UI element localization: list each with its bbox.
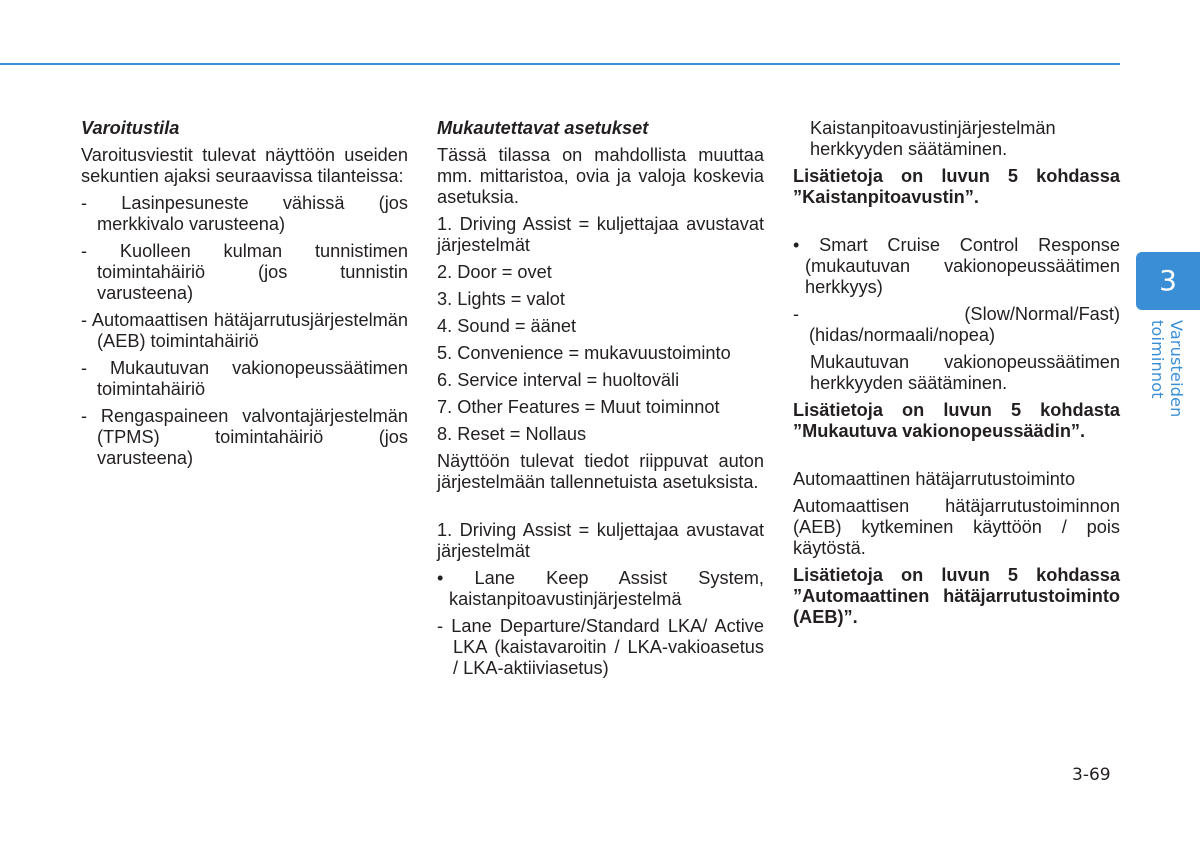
intro-text: Varoitusviestit tulevat näyttöön useiden sekuntien ajaksi seuraavissa tilanteissa: — [81, 145, 408, 186]
note-text: Näyttöön tulevat tiedot riippuvat auton järjestelmään tallennetuista asetuksista. — [437, 451, 764, 492]
section-heading: Varoitustila — [81, 118, 180, 138]
reference-note: Lisätietoja on luvun 5 kohdassa ”Automaattinen hätäjarrutustoiminto (AEB)”. — [793, 565, 1120, 627]
dash-description: Mukautuvan vakionopeussäätimen herkkyyden säätäminen. — [810, 352, 1120, 393]
list-item: 5. Convenience = mukavuustoiminto — [437, 343, 731, 363]
column-3 — [793, 118, 1120, 634]
top-rule — [0, 63, 1120, 65]
list-item: 4. Sound = äänet — [437, 316, 577, 336]
list-item: - Mukautuvan vakionopeussäätimen toimintahäiriö — [81, 358, 408, 399]
bullet-item: • Smart Cruise Control Response (mukautuvan vakionopeussäätimen herkkyys) — [793, 235, 1120, 297]
list-item: - Rengaspaineen valvontajärjestelmän (TPMS) toimintahäiriö (jos varusteena) — [81, 406, 408, 468]
column-2 — [437, 118, 764, 685]
bullet-item: • Lane Keep Assist System, kaistanpitoavustinjärjestelmä — [437, 568, 764, 609]
list-item: 8. Reset = Nollaus — [437, 424, 587, 444]
reference-note: Lisätietoja on luvun 5 kohdassa ”Kaistanpitoavustin”. — [793, 166, 1120, 207]
subsection-text: Automaattisen hätäjarrutustoiminnon (AEB) kytkeminen käyttöön / pois käytöstä. — [793, 496, 1120, 558]
list-item: - Lasinpesuneste vähissä (jos merkkivalo varusteena) — [81, 193, 408, 234]
section-heading: Mukautettavat asetukset — [437, 118, 649, 138]
chapter-title: Varusteiden toiminnot — [1148, 320, 1186, 418]
list-item: - Automaattisen hätäjarrutusjärjestelmän (AEB) toimintahäiriö — [81, 310, 408, 351]
page-number: 3-69 — [1072, 765, 1111, 785]
list-item: 2. Door = ovet — [437, 262, 552, 282]
continued-text: Kaistanpitoavustinjärjestelmän herkkyyden säätäminen. — [810, 118, 1056, 159]
list-item: 3. Lights = valot — [437, 289, 565, 309]
reference-note: Lisätietoja on luvun 5 kohdasta ”Mukautuva vakionopeussäädin”. — [793, 400, 1120, 441]
list-item: 6. Service interval = huoltoväli — [437, 370, 680, 390]
column-1 — [81, 118, 408, 475]
intro-text: Tässä tilassa on mahdollista muuttaa mm. mittaristoa, ovia ja valoja koskevia asetuksia. — [437, 145, 764, 207]
chapter-tab: 3 — [1136, 252, 1200, 310]
sub-heading: 1. Driving Assist = kuljettajaa avustavat järjestelmät — [437, 520, 764, 561]
dash-item: - Lane Departure/Standard LKA/ Active LKA (kaistavaroitin / LKA-vakioasetus / LKA-aktiiviasetus) — [437, 616, 764, 678]
subsection-title: Automaattinen hätäjarrutustoiminto — [793, 469, 1076, 489]
list-item: 7. Other Features = Muut toiminnot — [437, 397, 720, 417]
list-item: - Kuolleen kulman tunnistimen toimintahäiriö (jos tunnistin varusteena) — [81, 241, 408, 303]
list-item: 1. Driving Assist = kuljettajaa avustavat järjestelmät — [437, 214, 764, 255]
dash-item: - (Slow/Normal/Fast) (hidas/normaali/nopea) — [793, 304, 1120, 345]
